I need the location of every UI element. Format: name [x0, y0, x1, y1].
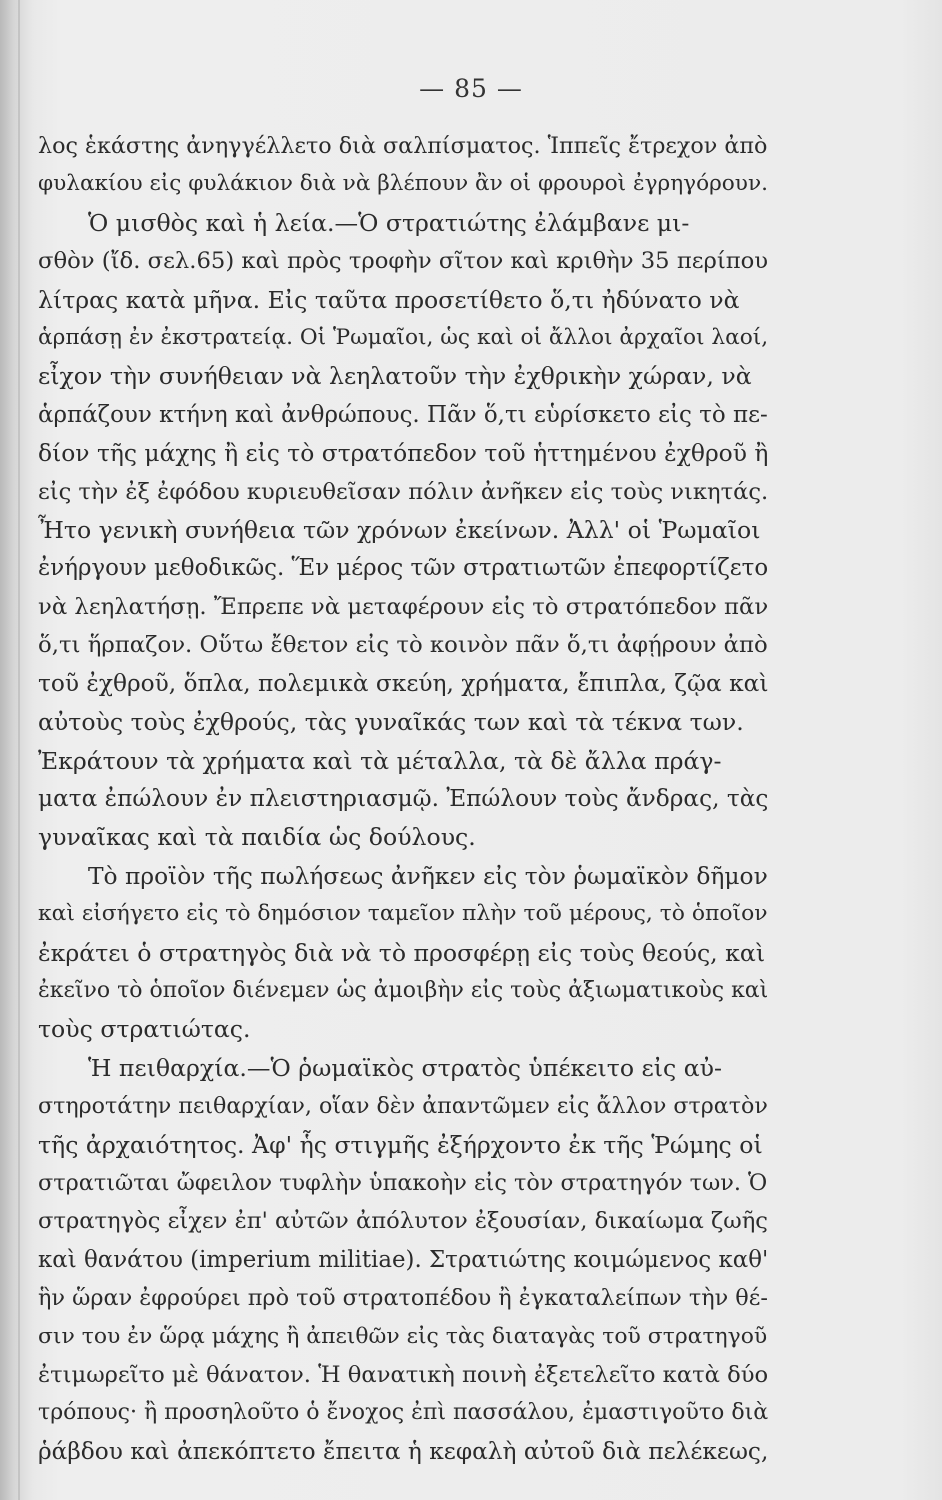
- text-line: καὶ θανάτου (imperium militiae). Στρατιώτης κοιμώμενος καθ': [38, 1246, 769, 1273]
- text-line: εἶχον τὴν συνήθειαν νὰ λεηλατοῦν τὴν ἐχθρικὴν χώραν, νὰ: [38, 362, 752, 391]
- body-text: [38, 127, 768, 1471]
- text-line: ἐνήργουν μεθοδικῶς. Ἕν μέρος τῶν στρατιωτῶν ἐπεφορτίζετο: [38, 555, 769, 582]
- text-line: καὶ εἰσήγετο εἰς τὸ δημόσιον ταμεῖον πλὴν τοῦ μέρους, τὸ ὁποῖον: [38, 901, 768, 927]
- text-line: ὅ,τι ἥρπαζον. Οὕτω ἔθετον εἰς τὸ κοινὸν πᾶν ὅ,τι ἀφῄρουν ἀπὸ: [38, 632, 768, 659]
- text-line: τρόπους· ἢ προσηλοῦτο ὁ ἔνοχος ἐπὶ πασσάλου, ἐμαστιγοῦτο διὰ: [38, 1400, 769, 1426]
- text-line: αὐτοὺς τοὺς ἐχθρούς, τὰς γυναῖκάς των καὶ τὰ τέκνα των.: [38, 708, 744, 737]
- text-line: νὰ λεηλατήσῃ. Ἔπρεπε νὰ μεταφέρουν εἰς τὸ στρατόπεδον πᾶν: [38, 593, 769, 620]
- text-line: στηροτάτην πειθαρχίαν, οἵαν δὲν ἀπαντῶμεν εἰς ἄλλον στρατὸν: [38, 1093, 768, 1120]
- text-line: τῆς ἀρχαιότητος. Ἀφ' ἧς στιγμῆς ἐξήρχοντο ἐκ τῆς Ῥώμης οἱ: [38, 1130, 763, 1159]
- text-line: φυλακίου εἰς φυλάκιον διὰ νὰ βλέπουν ἂν οἱ φρουροὶ ἐγρηγόρουν.: [38, 171, 768, 197]
- binding-gutter: [18, 0, 20, 1500]
- text-line: ἐκράτει ὁ στρατηγὸς διὰ νὰ τὸ προσφέρῃ εἰς τοὺς θεούς, καὶ: [38, 938, 766, 967]
- text-line: Ἦτο γενικὴ συνήθεια τῶν χρόνων ἐκείνων. Ἀλλ' οἱ Ῥωμαῖοι: [38, 516, 761, 545]
- text-line: ἁρπάζουν κτήνη καὶ ἀνθρώπους. Πᾶν ὅ,τι εὑρίσκετο εἰς τὸ πε-: [38, 401, 768, 428]
- text-line: Ἐκράτουν τὰ χρήματα καὶ τὰ μέταλλα, τὰ δὲ ἄλλα πράγ-: [38, 746, 722, 775]
- text-line: ἐτιμωρεῖτο μὲ θάνατον. Ἡ θανατικὴ ποινὴ ἐξετελεῖτο κατὰ δύο: [38, 1362, 769, 1388]
- text-line: σιν του ἐν ὥρᾳ μάχης ἢ ἀπειθῶν εἰς τὰς διαταγὰς τοῦ στρατηγοῦ: [38, 1323, 768, 1349]
- text-line: δίον τῆς μάχης ἢ εἰς τὸ στρατόπεδον τοῦ ἡττημένου ἐχθροῦ ἢ: [38, 439, 769, 468]
- text-line: ματα ἐπώλουν ἐν πλειστηριασμῷ. Ἐπώλουν τοὺς ἄνδρας, τὰς: [38, 784, 769, 812]
- text-line: ἁρπάσῃ ἐν ἐκστρατείᾳ. Οἱ Ῥωμαῖοι, ὡς καὶ οἱ ἄλλοι ἀρχαῖοι λαοί,: [38, 325, 769, 351]
- section-heading-line: Ὁ μισθὸς καὶ ἡ λεία.—Ὁ στρατιώτης ἐλάμβανε μι-: [88, 208, 690, 237]
- text-line: ῥάβδου καὶ ἀπεκόπτετο ἔπειτα ἡ κεφαλὴ αὐτοῦ διὰ πελέκεως,: [38, 1437, 769, 1465]
- text-line: ἐκεῖνο τὸ ὁποῖον διένεμεν ὡς ἀμοιβὴν εἰς τοὺς ἀξιωματικοὺς καὶ: [38, 977, 769, 1003]
- page-number: — 85 —: [419, 74, 523, 103]
- text-line: τοὺς στρατιώτας.: [38, 1015, 251, 1044]
- text-line: ἣν ὥραν ἐφρούρει πρὸ τοῦ στρατοπέδου ἢ ἐγκαταλείπων τὴν θέ-: [38, 1285, 768, 1312]
- text-line: τοῦ ἐχθροῦ, ὅπλα, πολεμικὰ σκεύη, χρήματα, ἔπιπλα, ζῷα καὶ: [38, 669, 769, 697]
- text-line: εἰς τὴν ἐξ ἐφόδου κυριευθεῖσαν πόλιν ἀνῆκεν εἰς τοὺς νικητάς.: [38, 478, 769, 505]
- text-line: σθὸν (ἴδ. σελ.65) καὶ πρὸς τροφὴν σῖτον καὶ κριθὴν 35 περίπου: [38, 248, 769, 275]
- text-line: στρατηγὸς εἶχεν ἐπ' αὐτῶν ἀπόλυτον ἐξουσίαν, δικαίωμα ζωῆς: [38, 1208, 768, 1235]
- text-line: στρατιῶται ὤφειλον τυφλὴν ὑπακοὴν εἰς τὸν στρατηγόν των. Ὁ: [38, 1169, 768, 1196]
- text-line: λίτρας κατὰ μῆνα. Εἰς ταῦτα προσετίθετο ὅ,τι ἠδύνατο νὰ: [38, 285, 740, 314]
- text-line: λος ἑκάστης ἀνηγγέλλετο διὰ σαλπίσματος. Ἱππεῖς ἔτρεχον ἀπὸ: [38, 133, 768, 159]
- section-heading-line: Ἡ πειθαρχία.—Ὁ ῥωμαϊκὸς στρατὸς ὑπέκειτο εἰς αὐ-: [88, 1053, 722, 1082]
- text-line: γυναῖκας καὶ τὰ παιδία ὡς δούλους.: [38, 823, 476, 852]
- paragraph-start-line: Τὸ προϊὸν τῆς πωλήσεως ἀνῆκεν εἰς τὸν ῥωμαϊκὸν δῆμον: [88, 861, 768, 890]
